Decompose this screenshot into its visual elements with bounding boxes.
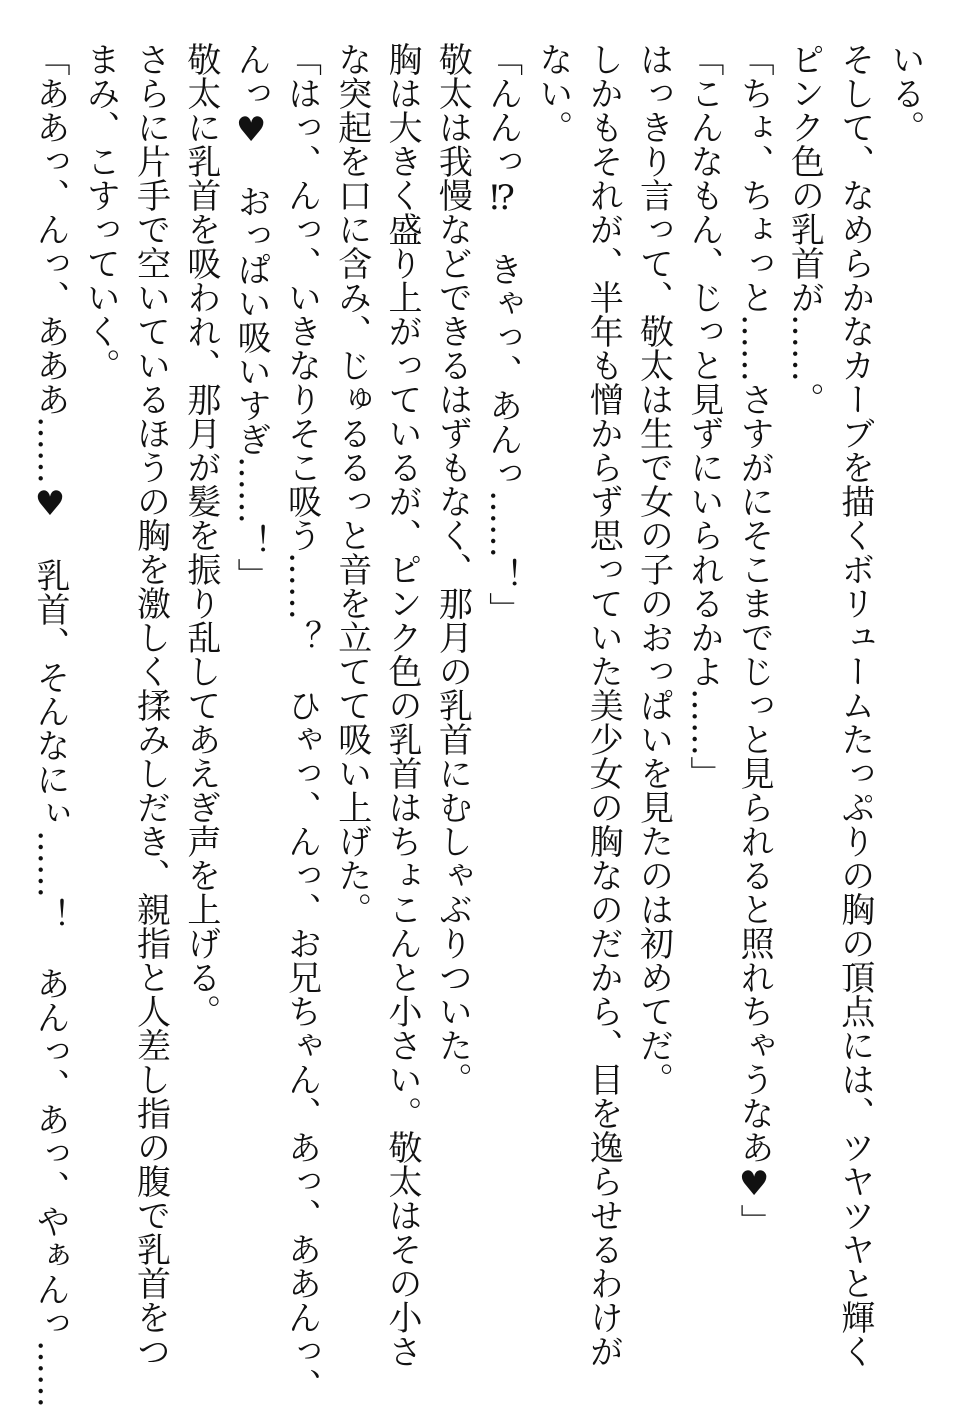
text-line: ない。 xyxy=(532,42,573,144)
text-line: さらに片手で空いているほうの胸を激しく揉みしだき、親指と人差し指の腹で乳首をつ xyxy=(130,42,171,1368)
text-line: そして、なめらかなカーブを描くボリュームたっぷりの胸の頂点には、ツヤツヤと輝く xyxy=(834,42,875,1368)
text-line: 敬太に乳首を吸われ、那月が髪を振り乱してあえぎ声を上げる。 xyxy=(180,42,221,1028)
text-line: 胸は大きく盛り上がっているが、ピンク色の乳首はちょこんと小さい。敬太はその小さ xyxy=(382,42,423,1368)
vertical-text-block xyxy=(25,42,930,1408)
text-line: 「んんっ⁉ きゃっ、あんっ……！」 xyxy=(482,42,523,626)
text-line: いる。 xyxy=(885,42,925,144)
text-line: 「こんなもん、じっと見ずにいられるかよ……」 xyxy=(683,42,724,790)
text-line: な突起を口に含み、じゅるるっと音を立てて吸い上げた。 xyxy=(331,42,372,926)
text-line: はっきり言って、敬太は生で女の子のおっぱいを見たのは初めてだ。 xyxy=(633,42,674,1096)
text-line: まみ、こすっていく。 xyxy=(80,42,121,382)
text-line: 「ちょ、ちょっと……さすがにそこまでじっと見られると照れちゃうなあ♥」 xyxy=(734,42,775,1238)
text-line: しかもそれが、半年も憎からず思っていた美少女の胸なのだから、目を逸らせるわけが xyxy=(583,42,624,1368)
text-line: んっ♥ おっぱい吸いすぎ……！」 xyxy=(231,42,272,592)
text-line: 敬太は我慢などできるはずもなく、那月の乳首にむしゃぶりついた。 xyxy=(432,42,473,1096)
text-line: 「はっ、んっ、いきなりそこ吸う……？ ひゃっ、んっ、お兄ちゃん、あっ、ああんっ、 xyxy=(281,42,322,1402)
text-line: 「ああっ、んっ、あああ……♥ 乳首、そんなにぃ……！ あんっ、あっ、やぁんっ…… xyxy=(29,42,70,1408)
text-line: ピンク色の乳首が……。 xyxy=(784,42,825,416)
